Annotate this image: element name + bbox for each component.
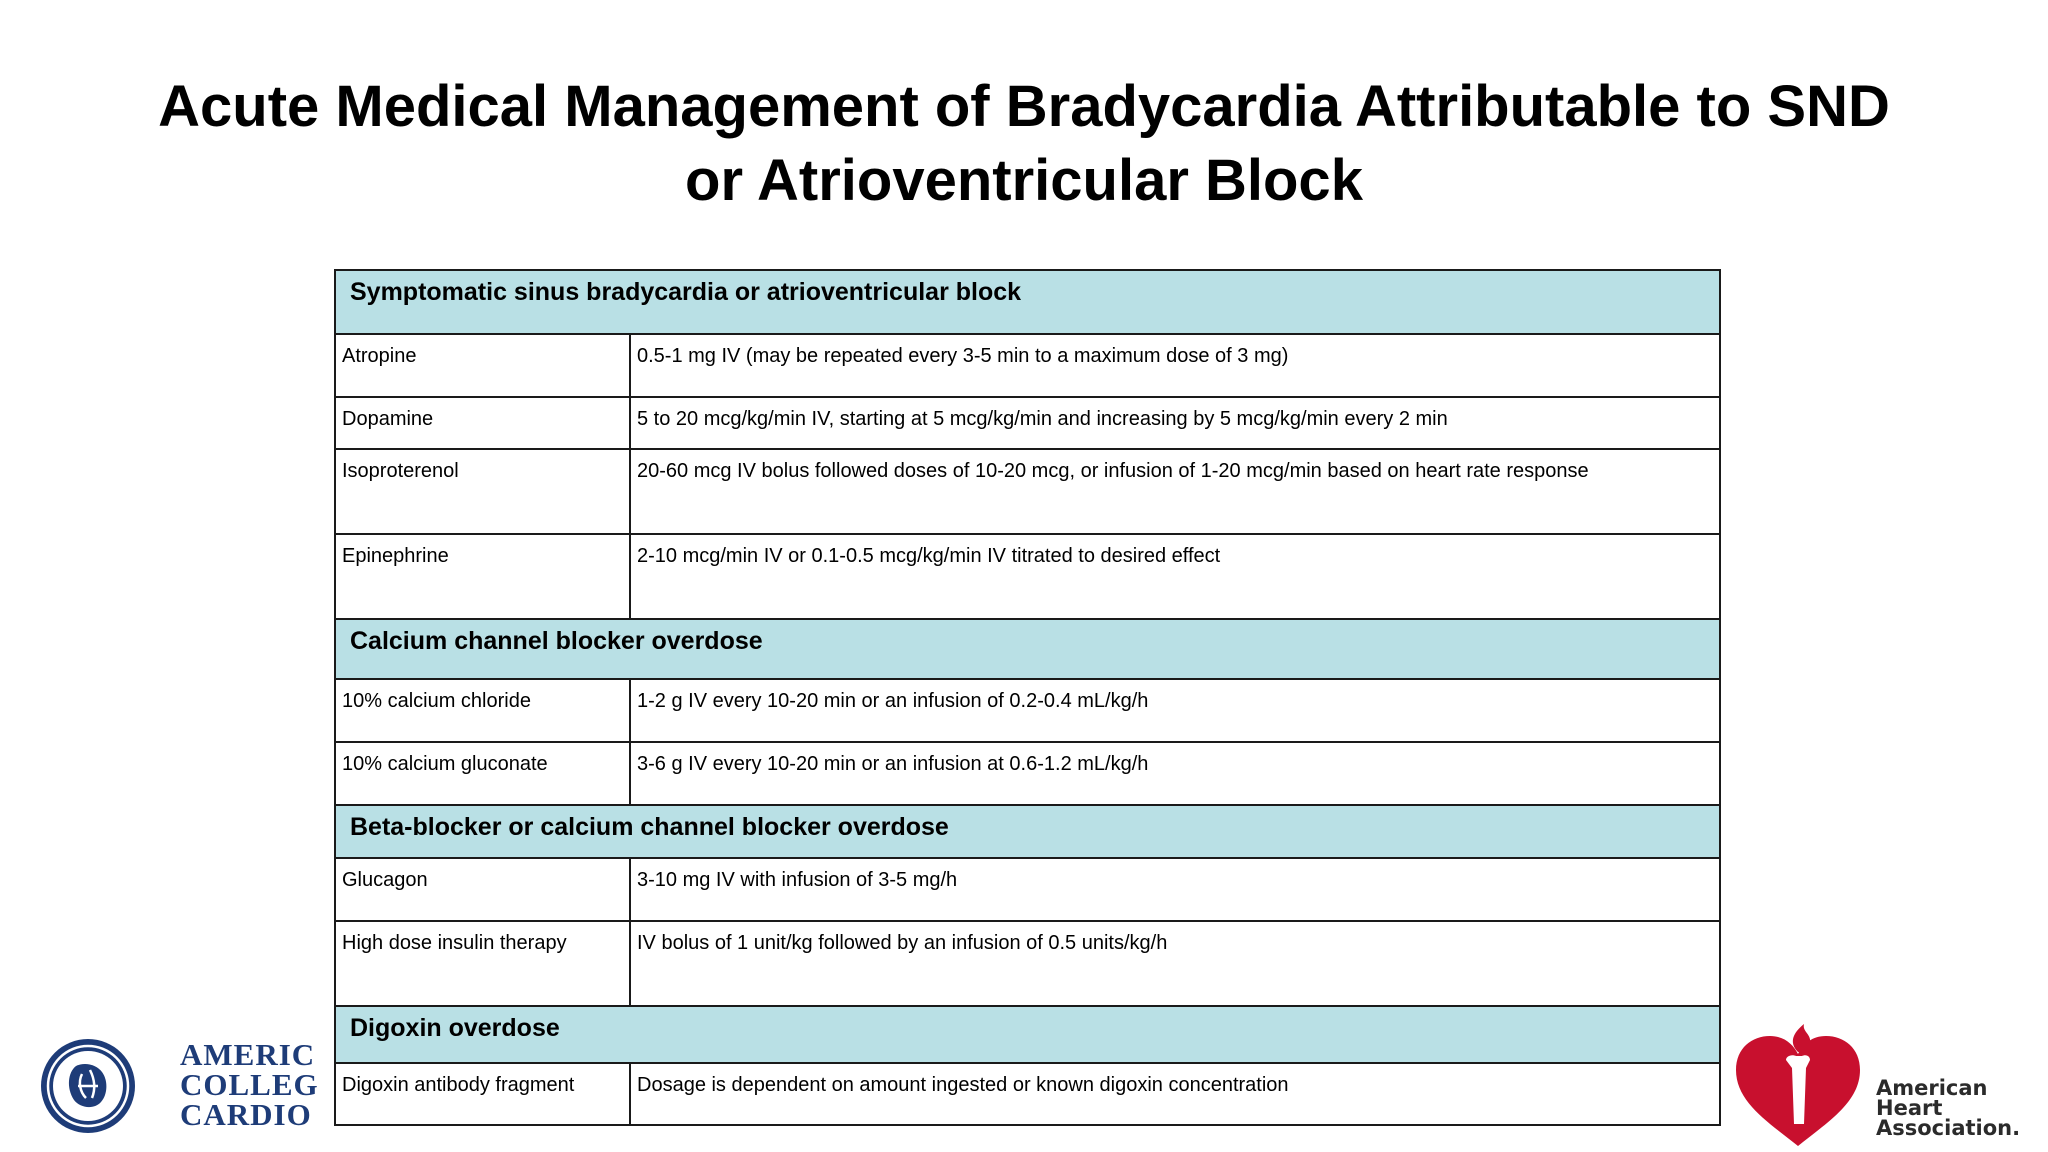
- table-row: [335, 742, 1720, 805]
- dose-cell: IV bolus of 1 unit/kg followed by an infusion of 0.5 units/kg/h: [630, 921, 1720, 1006]
- acc-logo-text: [180, 1037, 334, 1132]
- drug-name-cell: 10% calcium gluconate: [335, 742, 630, 805]
- acc-logo-line-3: CARDIO: [180, 1097, 312, 1132]
- table-row: [335, 921, 1720, 1006]
- section-header: Beta-blocker or calcium channel blocker overdose: [335, 805, 1720, 858]
- table-row: [335, 1063, 1720, 1125]
- section-header: Symptomatic sinus bradycardia or atrioventricular block: [335, 270, 1720, 334]
- dose-cell: 3-10 mg IV with infusion of 3-5 mg/h: [630, 858, 1720, 921]
- table-row: [335, 679, 1720, 742]
- table-row: [335, 334, 1720, 397]
- dose-cell: 2-10 mcg/min IV or 0.1-0.5 mcg/kg/min IV titrated to desired effect: [630, 534, 1720, 619]
- drug-name-cell: Glucagon: [335, 858, 630, 921]
- drug-name-cell: Atropine: [335, 334, 630, 397]
- table-row: [335, 449, 1720, 534]
- drug-name-cell: Dopamine: [335, 397, 630, 449]
- table-row: [335, 858, 1720, 921]
- dose-cell: 0.5-1 mg IV (may be repeated every 3-5 min to a maximum dose of 3 mg): [630, 334, 1720, 397]
- slide-title-line-1: Acute Medical Management of Bradycardia Attributable to SND: [158, 74, 1890, 139]
- acc-seal-icon: [38, 1036, 138, 1136]
- aha-logo-line-1: American: [1876, 1076, 1988, 1100]
- dose-cell: 5 to 20 mcg/kg/min IV, starting at 5 mcg/kg/min and increasing by 5 mcg/kg/min every 2 min: [630, 397, 1720, 449]
- slide-title: [60, 70, 1988, 218]
- section-header-row: [335, 1006, 1720, 1063]
- drug-name-cell: 10% calcium chloride: [335, 679, 630, 742]
- dose-cell: Dosage is dependent on amount ingested or known digoxin concentration: [630, 1063, 1720, 1125]
- drug-name-cell: Digoxin antibody fragment: [335, 1063, 630, 1125]
- acc-logo-line-1: AMERIC: [180, 1037, 316, 1072]
- section-header-row: [335, 619, 1720, 679]
- drug-name-cell: Isoproterenol: [335, 449, 630, 534]
- aha-logo-text: [1876, 1078, 2020, 1138]
- acc-logo: [38, 1036, 334, 1136]
- acc-logo-line-2: COLLEG: [180, 1067, 319, 1102]
- drug-name-cell: High dose insulin therapy: [335, 921, 630, 1006]
- section-header-row: [335, 270, 1720, 334]
- drug-dosing-table: [334, 269, 1721, 1126]
- section-header: Calcium channel blocker overdose: [335, 619, 1720, 679]
- drug-name-cell: Epinephrine: [335, 534, 630, 619]
- aha-logo: [1722, 1020, 2042, 1150]
- slide-title-line-2: or Atrioventricular Block: [685, 148, 1363, 213]
- table-row: [335, 534, 1720, 619]
- aha-logo-line-3: Association.: [1876, 1116, 2021, 1140]
- dose-cell: 20-60 mcg IV bolus followed doses of 10-20 mcg, or infusion of 1-20 mcg/min based on heart rate response: [630, 449, 1720, 534]
- dose-cell: 1-2 g IV every 10-20 min or an infusion of 0.2-0.4 mL/kg/h: [630, 679, 1720, 742]
- heart-torch-icon: [1728, 1020, 1868, 1150]
- section-header: Digoxin overdose: [335, 1006, 1720, 1063]
- dose-cell: 3-6 g IV every 10-20 min or an infusion at 0.6-1.2 mL/kg/h: [630, 742, 1720, 805]
- aha-logo-line-2: Heart: [1876, 1096, 1943, 1120]
- section-header-row: [335, 805, 1720, 858]
- table-row: [335, 397, 1720, 449]
